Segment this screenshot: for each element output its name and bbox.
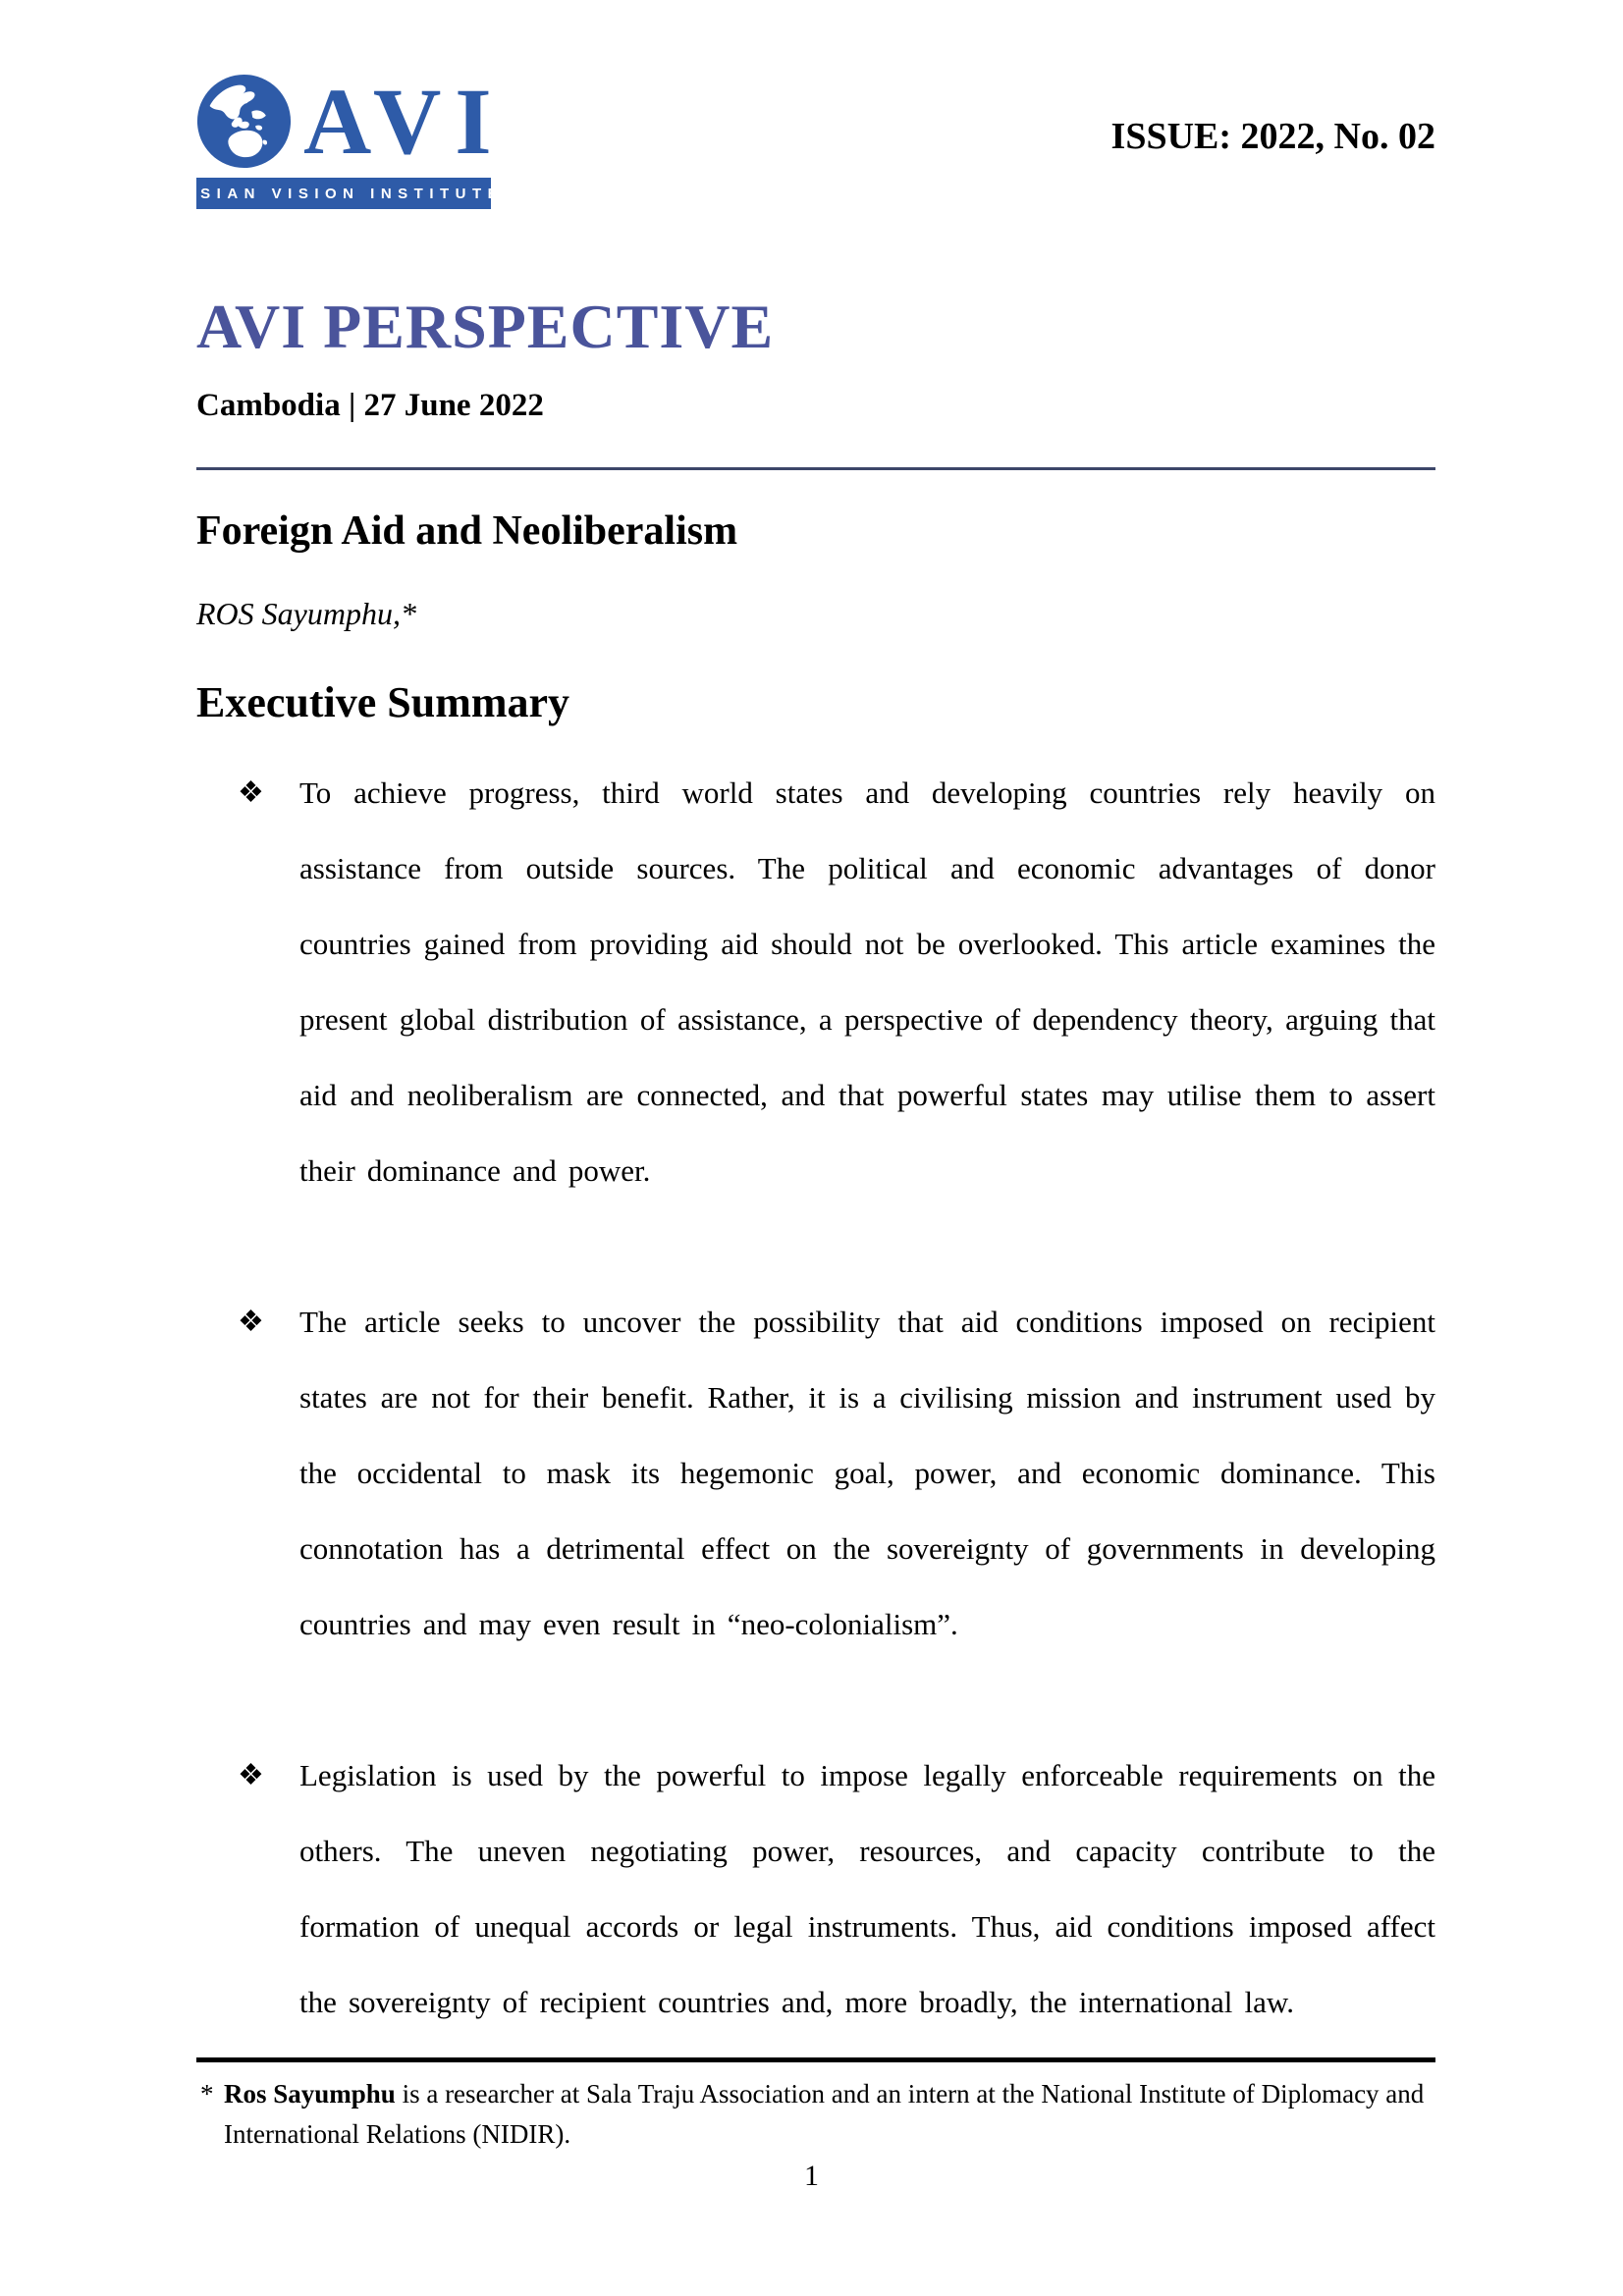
logo-acronym: AVI xyxy=(303,68,506,174)
footnote-marker: * xyxy=(200,2079,214,2109)
avi-logo xyxy=(183,68,511,209)
bullet-text: Legislation is used by the powerful to impose legally enforceable requirements on the others. The uneven negotiating power, resources, and capacity contribute to the formation of unequal accords or legal instruments. Thus, aid conditions imposed affect the sovereignty of recipient countries and, more broadly, the international law. xyxy=(299,1757,1435,2019)
masthead-title: AVI PERSPECTIVE xyxy=(196,292,775,361)
issue-label: ISSUE: 2022, No. 02 xyxy=(1110,116,1435,157)
footnote-separator-rule xyxy=(196,2057,1435,2062)
divider-rule xyxy=(196,467,1435,470)
bullet-text: The article seeks to uncover the possibility that aid conditions imposed on recipient states are not for their benefit. Rather, it is a civilising mission and instrument used by the occidental to mask its hegemonic goal, power, and economic dominance. This connotation has a detrimental effect on the sovereignty of governments in developing countries and may even result in “neo-colonialism”. xyxy=(299,1304,1435,1641)
bullet-item xyxy=(196,1284,1435,1662)
bullet-item xyxy=(196,755,1435,1208)
logo-banner: ASIAN VISION INSTITUTE xyxy=(196,178,491,209)
page-number: 1 xyxy=(804,2160,819,2192)
footnote-text: is a researcher at Sala Traju Association and an intern at the National Institute of Diplomacy and International Relations (NIDIR). xyxy=(224,2079,1425,2149)
executive-summary-heading: Executive Summary xyxy=(196,677,570,726)
bullet-text: To achieve progress, third world states and developing countries rely heavily on assistance from outside sources. The political and economic advantages of donor countries gained from providing aid should not be overlooked. This article examines the present global distribution of assistance, a perspective of dependency theory, arguing that aid and neoliberalism are connected, and that powerful states may utilise them to assert their dominance and power. xyxy=(299,774,1435,1188)
logo-top-row xyxy=(196,68,511,174)
article-title: Foreign Aid and Neoliberalism xyxy=(196,507,738,554)
content-column xyxy=(183,68,1435,2115)
diamond-bullet-icon: ❖ xyxy=(238,1758,264,1791)
footnote-author: Ros Sayumphu xyxy=(224,2079,396,2109)
author-line: ROS Sayumphu,* xyxy=(196,595,416,631)
footnote xyxy=(196,2074,1435,2154)
globe-asia-pacific-icon xyxy=(196,74,292,169)
bullet-item xyxy=(196,1737,1435,2040)
diamond-bullet-icon: ❖ xyxy=(238,775,264,809)
bullet-list xyxy=(196,755,1435,2040)
footnote-section xyxy=(196,2057,1435,2154)
dateline: Cambodia | 27 June 2022 xyxy=(196,387,544,423)
page-header xyxy=(183,68,1435,209)
diamond-bullet-icon: ❖ xyxy=(238,1305,264,1338)
